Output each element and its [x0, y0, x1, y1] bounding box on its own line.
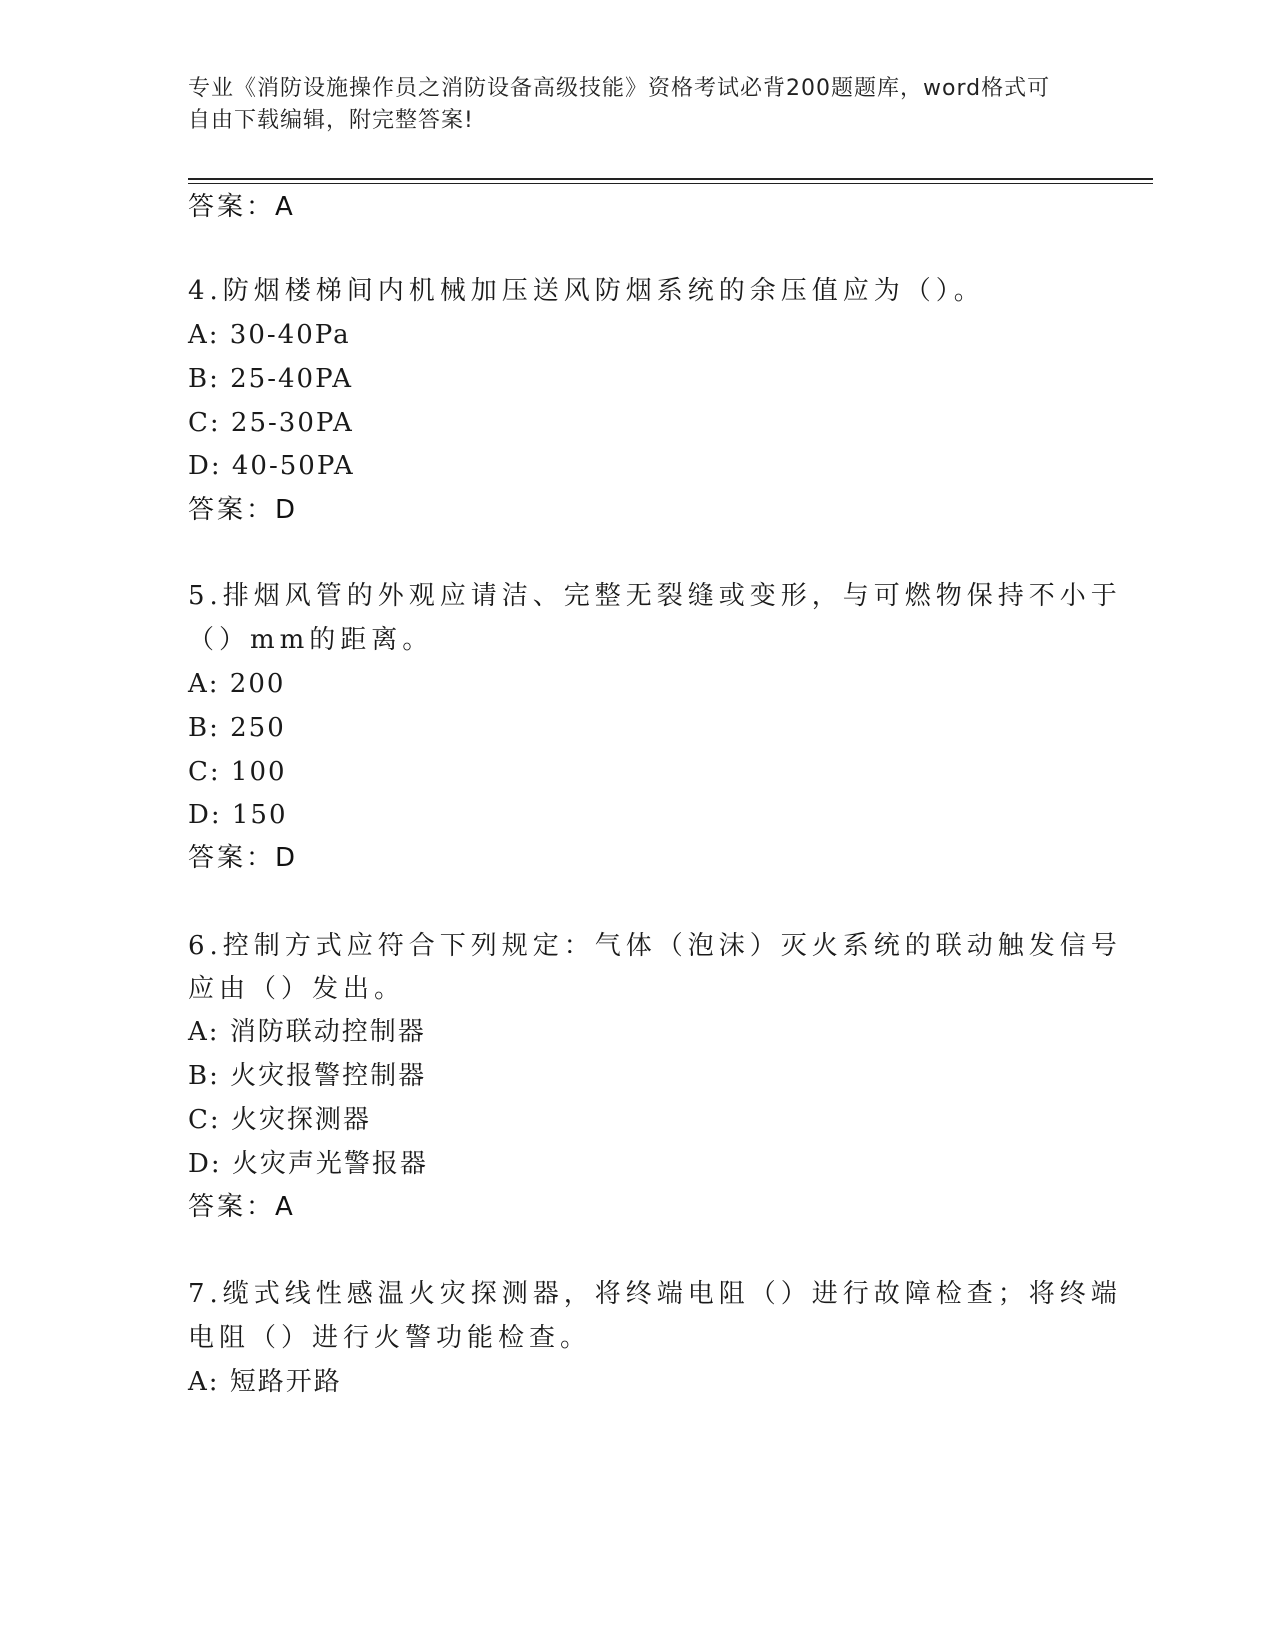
question-6-option-a: A: 消防联动控制器 [188, 1017, 426, 1047]
document-header: 专业《消防设施操作员之消防设备高级技能》资格考试必背200题题库，word格式可自由下载编辑，附完整答案! [188, 76, 1051, 133]
question-7-text-line-1: 7.缆式线性感温火灾探测器，将终端电阻（）进行故障检查；将终端 [188, 1279, 1122, 1309]
question-6-option-c: C: 火灾探测器 [188, 1105, 371, 1135]
question-5-answer: 答案：D [188, 843, 299, 873]
question-4-text: 4.防烟楼梯间内机械加压送风防烟系统的余压值应为（）。 [188, 276, 985, 306]
question-7-text-line-2: 电阻（）进行火警功能检查。 [188, 1323, 592, 1353]
question-6-text-line-1: 6.控制方式应符合下列规定：气体（泡沫）灭火系统的联动触发信号 [188, 931, 1122, 961]
previous-answer: 答案：A [188, 192, 296, 222]
question-4-option-d: D: 40-50PA [188, 451, 355, 481]
question-4-option-b: B: 25-40PA [188, 364, 353, 394]
question-5-option-c: C: 100 [188, 757, 287, 787]
question-6-option-b: B: 火灾报警控制器 [188, 1061, 427, 1091]
header-divider-thick [188, 178, 1153, 180]
question-4-answer: 答案：D [188, 495, 299, 525]
question-5-option-b: B: 250 [188, 713, 286, 743]
question-6-option-d: D: 火灾声光警报器 [188, 1149, 428, 1179]
question-5-option-a: A: 200 [188, 669, 286, 699]
header-divider-thin [188, 183, 1153, 184]
question-4-option-c: C: 25-30PA [188, 408, 354, 438]
question-7-option-a: A: 短路开路 [188, 1367, 342, 1397]
question-5-option-d: D: 150 [188, 800, 288, 830]
question-4-option-a: A: 30-40Pa [188, 320, 351, 350]
question-6-answer: 答案：A [188, 1192, 296, 1222]
question-5-text-line-1: 5.排烟风管的外观应请洁、完整无裂缝或变形，与可燃物保持不小于 [188, 581, 1122, 611]
question-5-text-line-2: （）mm的距离。 [188, 625, 434, 655]
question-6-text-line-2: 应由（）发出。 [188, 974, 406, 1004]
